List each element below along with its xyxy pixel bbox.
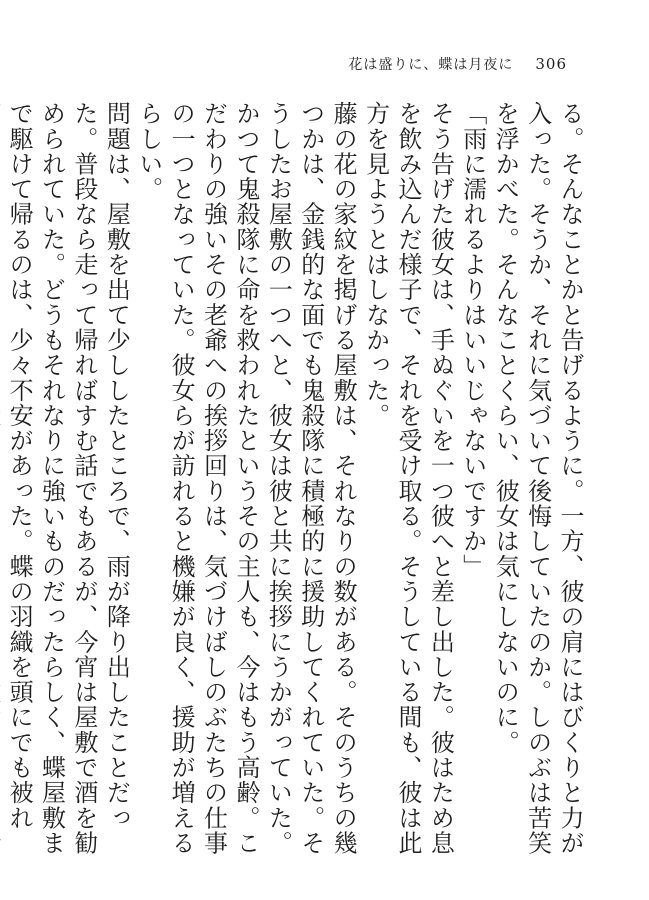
vertical-body-text bbox=[5, 101, 586, 861]
paragraph-3: そう告げた彼女は、手ぬぐいを一つ彼へと差し出した。彼はため息を飲み込んだ様子で、それを受け取る。そうしている間も、彼は此方を見ようとはしなかった。 bbox=[361, 101, 455, 856]
paragraph-2-dialogue: 「雨に濡れるよりはいいじゃないですか」 bbox=[458, 101, 487, 579]
paragraph-5: 問題は、屋敷を出て少ししたところで、雨が降り出したことだった。普段なら走って帰ればすむ話でもあるが、今宵は屋敷で酒を勧められていた。どうもそれなりに強いものだったらしく、蝶屋敷まで駆けて帰るのは、少々不安があった。蝶の羽織を頭にでも被れ bbox=[5, 101, 131, 856]
paragraph-4: 藤の花の家紋を掲げる屋敷は、それなりの数がある。そのうちの幾つかは、金銭的な面でも鬼殺隊に積極的に援助してくれていた。そうしたお屋敷の一つへと、彼女は彼と共に挨拶にうかがっていた。かつて鬼殺隊に命を救われたというその主人も、今はもう高齢。こだわりの強いその老爺への挨拶回りは、気づけばしのぶたちの仕事の一つとなっていた。彼女らが訪れると機嫌が良く、援助が増えるらしい。 bbox=[134, 101, 358, 856]
page-header bbox=[348, 54, 567, 74]
running-title: 花は盛りに、蝶は月夜に bbox=[348, 57, 514, 73]
page-number: 306 bbox=[535, 55, 567, 73]
paragraph-1: る。そんなことかと告げるように。一方、彼の肩にはびくりと力が入った。そうか、それに気づいて後悔していたのか。しのぶは苦笑を浮かべた。そんなことくらい、彼女は気にしないのに。 bbox=[491, 101, 584, 856]
